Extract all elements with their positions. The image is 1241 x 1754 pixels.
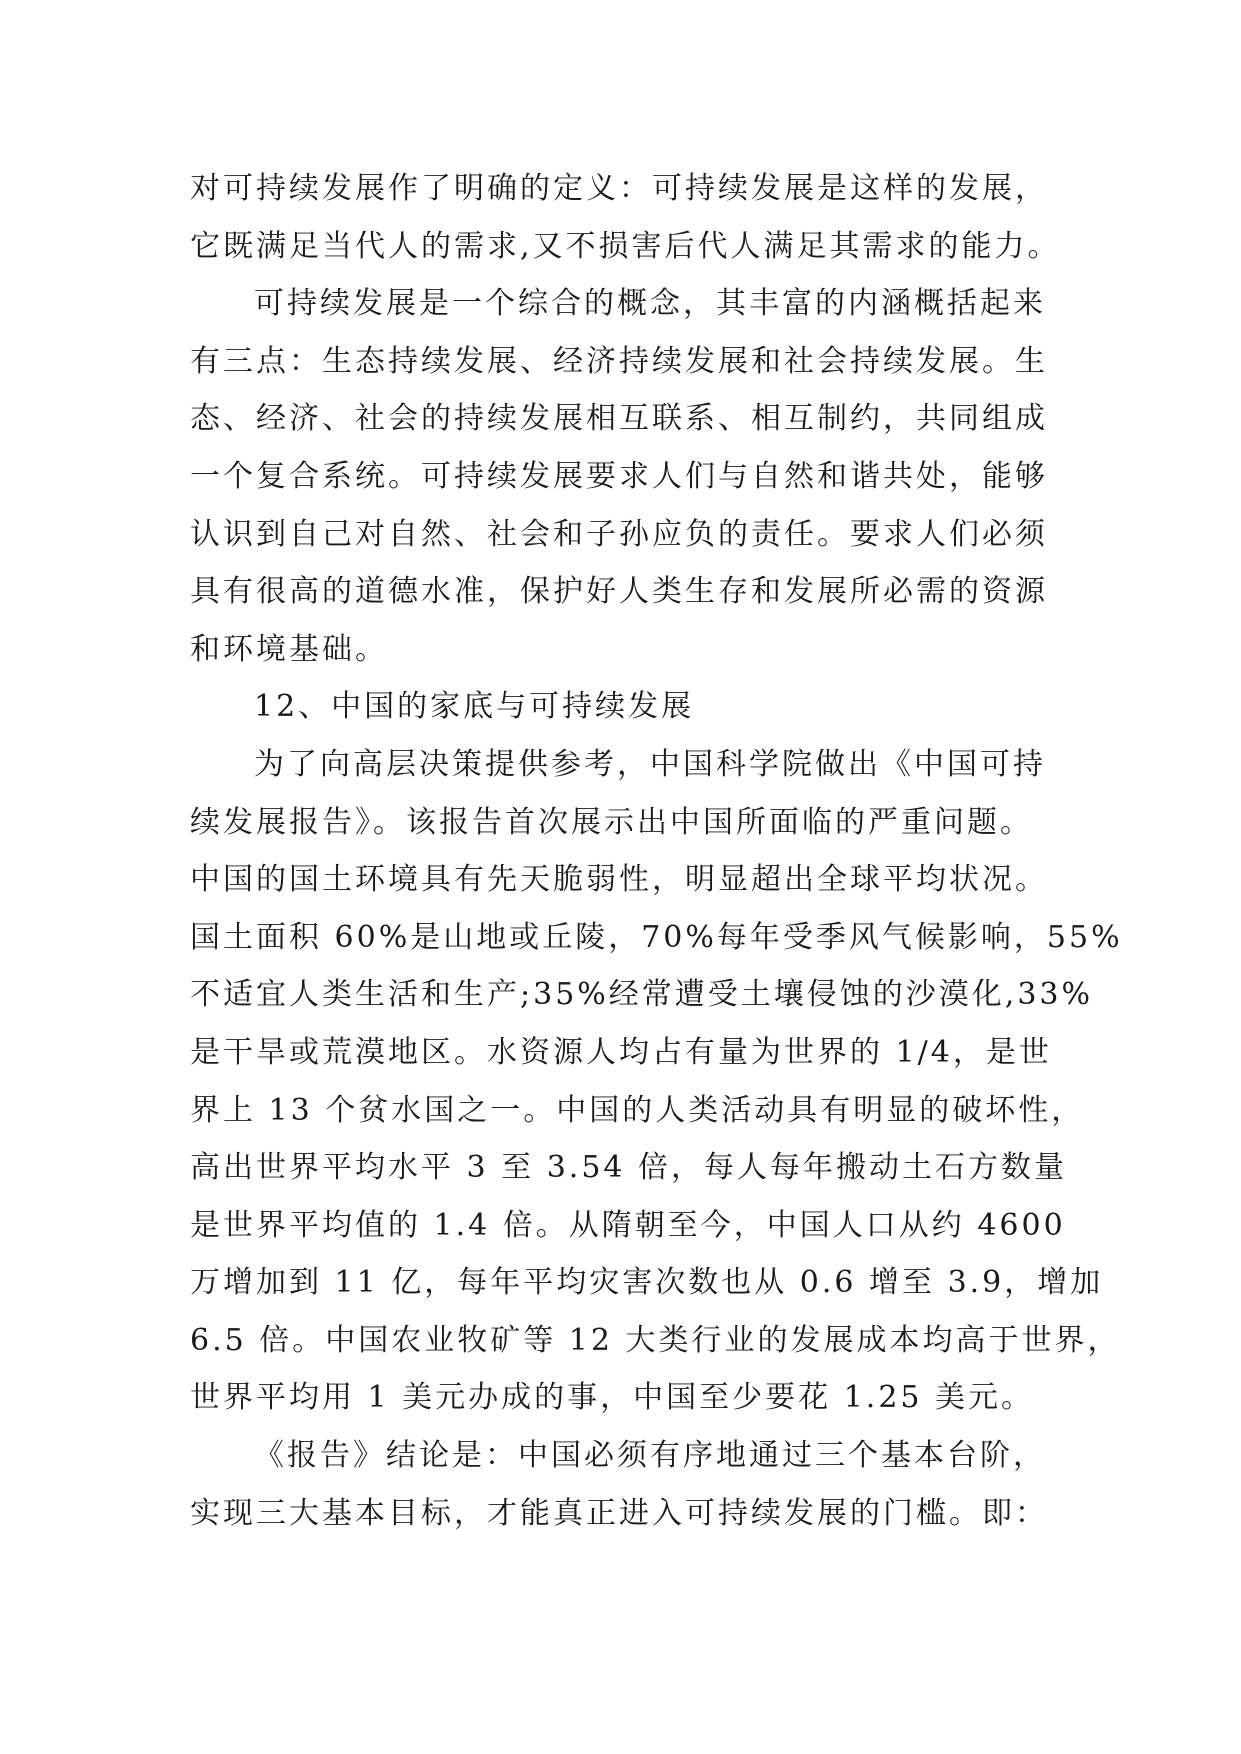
text-line: 《报告》结论是：中国必须有序地通过三个基本台阶，	[254, 1438, 1046, 1474]
paragraph-conclusion	[190, 1427, 1090, 1542]
text-line: 界上 13 个贫水国之一。中国的人类活动具有明显的破坏性，	[190, 1092, 1085, 1128]
text-line: 有三点：生态持续发展、经济持续发展和社会持续发展。生	[190, 343, 1048, 379]
text-line: 实现三大基本目标，才能真正进入可持续发展的门槛。即：	[190, 1495, 1048, 1531]
text-line: 和环境基础。	[190, 631, 388, 667]
text-line: 是世界平均值的 1.4 倍。从隋朝至今，中国人口从约 4600	[190, 1207, 1066, 1243]
text-line: 具有很高的道德水准，保护好人类生存和发展所必需的资源	[190, 574, 1048, 610]
text-line: 世界平均用 1 美元办成的事，中国至少要花 1.25 美元。	[190, 1380, 1035, 1416]
paragraph-definition	[190, 160, 1090, 275]
text-line: 中国的国土环境具有先天脆弱性，明显超出全球平均状况。	[190, 862, 1048, 898]
document-body	[190, 160, 1123, 1542]
text-line: 万增加到 11 亿，每年平均灾害次数也从 0.6 增至 3.9，增加	[190, 1265, 1104, 1301]
text-line: 一个复合系统。可持续发展要求人们与自然和谐共处，能够	[190, 458, 1048, 494]
text-line: 续发展报告》。该报告首次展示出中国所面临的严重问题。	[190, 804, 1033, 840]
section-heading-text: 12、中国的家底与可持续发展	[254, 689, 695, 725]
paragraph-concept	[190, 275, 1090, 678]
paragraph-report	[190, 736, 1123, 1427]
text-line: 是干旱或荒漠地区。水资源人均占有量为世界的 1/4，是世	[190, 1034, 1052, 1070]
text-line: 为了向高层决策提供参考，中国科学院做出《中国可持	[254, 746, 1046, 782]
text-line: 可持续发展是一个综合的概念，其丰富的内涵概括起来	[254, 286, 1046, 322]
section-heading	[190, 678, 1090, 736]
text-line: 国土面积 60%是山地或丘陵，70%每年受季风气候影响，55%	[190, 919, 1123, 955]
text-line: 它既满足当代人的需求,又不损害后代人满足其需求的能力。	[190, 228, 1061, 264]
text-line: 不适宜人类生活和生产;35%经常遭受土壤侵蚀的沙漠化,33%	[190, 977, 1094, 1013]
text-line: 态、经济、社会的持续发展相互联系、相互制约，共同组成	[190, 401, 1048, 437]
text-line: 对可持续发展作了明确的定义：可持续发展是这样的发展，	[190, 171, 1048, 206]
text-line: 认识到自己对自然、社会和子孙应负的责任。要求人们必须	[190, 516, 1048, 552]
text-line: 高出世界平均水平 3 至 3.54 倍，每人每年搬动土石方数量	[190, 1150, 1068, 1186]
text-line: 6.5 倍。中国农业牧矿等 12 大类行业的发展成本均高于世界，	[190, 1322, 1121, 1358]
